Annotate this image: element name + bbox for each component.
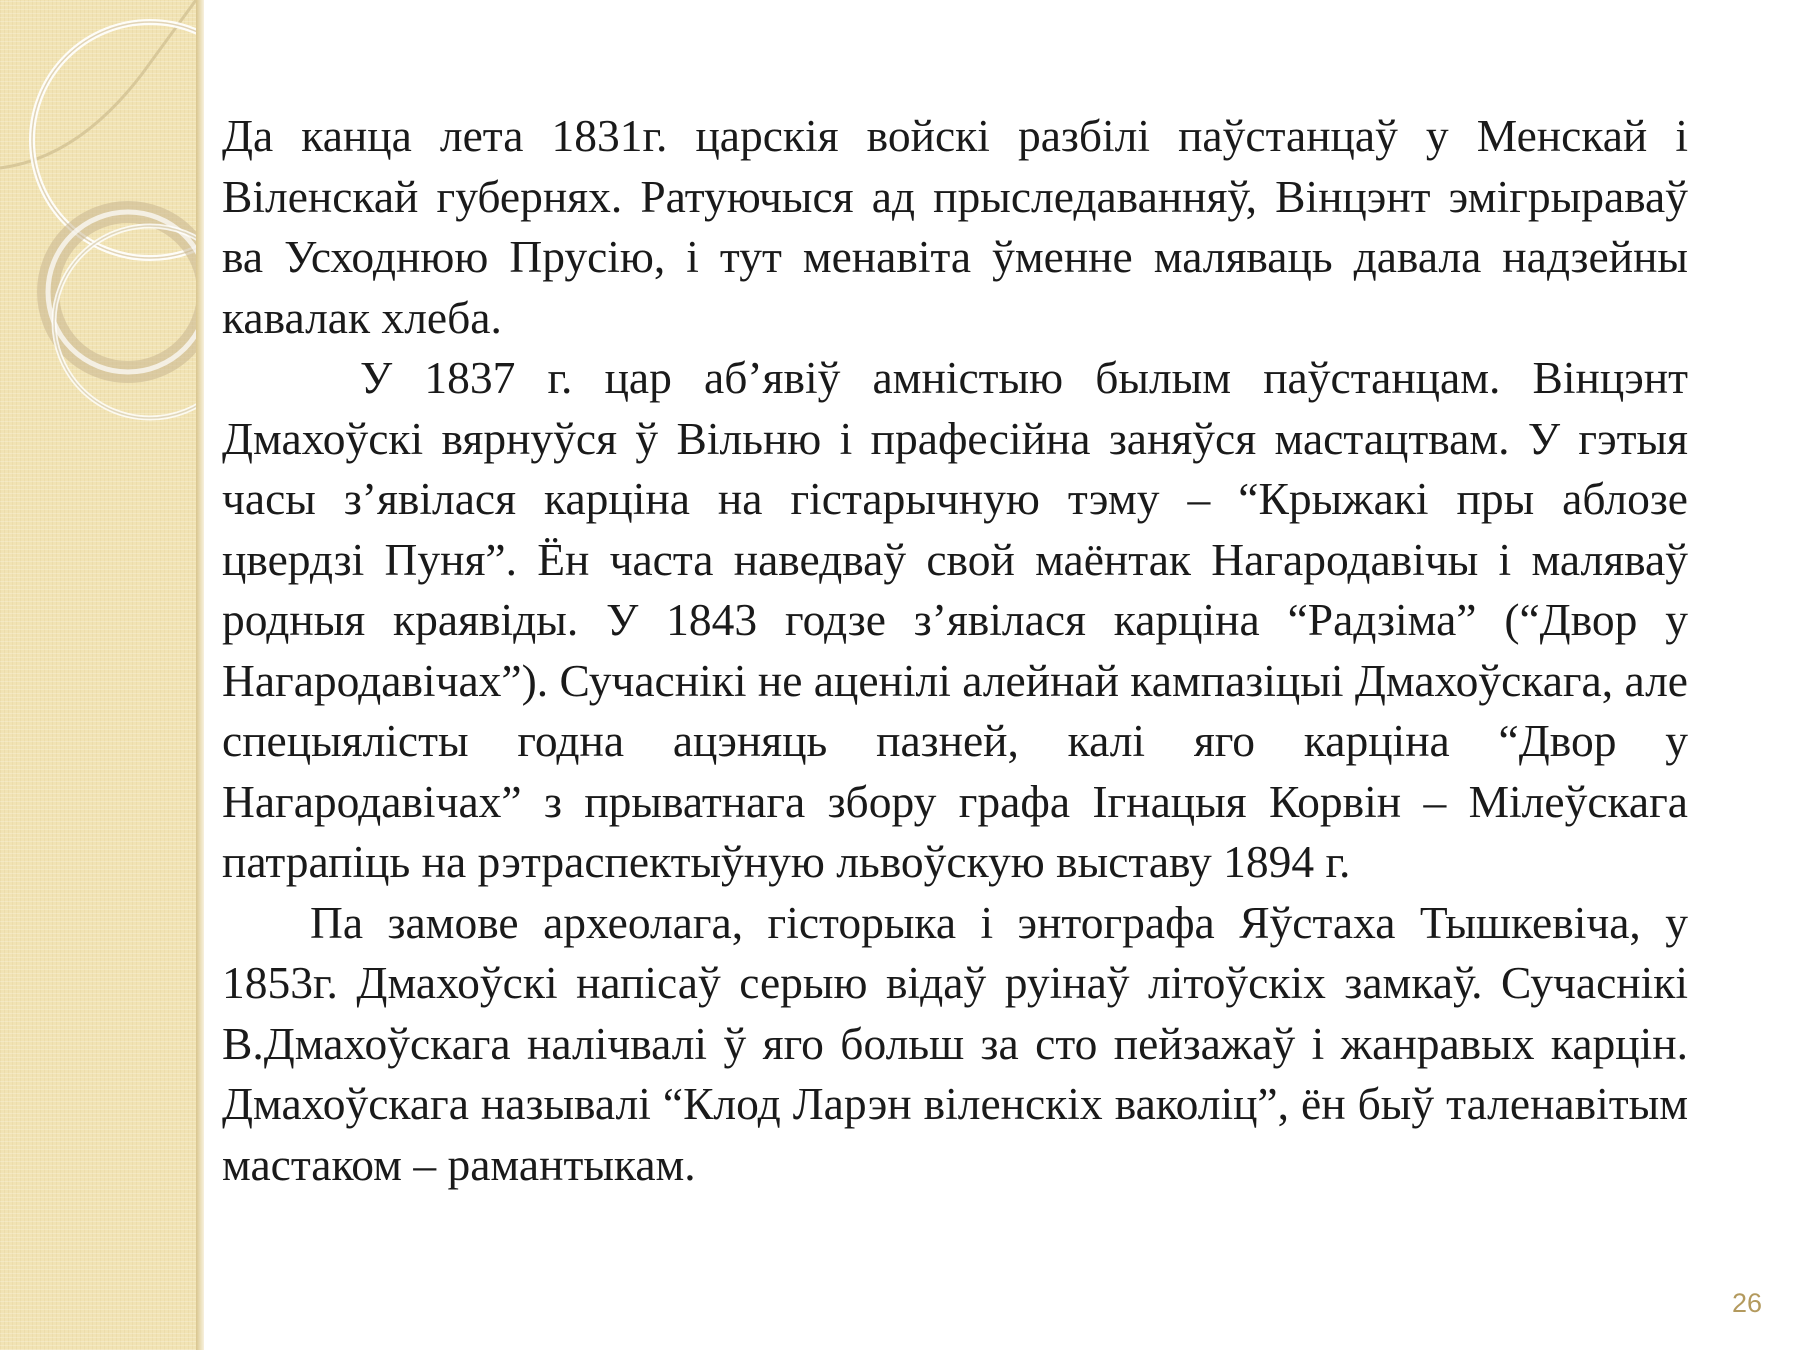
page-number: 26: [1731, 1288, 1762, 1318]
decorative-rings-icon: [0, 0, 200, 1350]
slide-body-text: [222, 106, 1688, 1195]
band-edge-shadow: [196, 0, 204, 1350]
paragraph-3: Па замове археолага, гісторыка і энтографа Яўстаха Тышкевіча, у 1853г. Дмахоўскі напісаў серыю відаў руінаў літоўскіх замкаў. Сучаснікі В.Дмахоўскага налічвалі ў яго больш за сто пейзажаў і жанравых карцін. Дмахоўскага называлі “Клод Ларэн віленскіх ваколіц”, ён быў таленавітым мастаком – рамантыкам.: [222, 896, 1688, 1190]
paragraph-2: У 1837 г. цар аб’явіў амністыю былым паўстанцам. Вінцэнт Дмахоўскі вярнуўся ў Вільню і прафесійна заняўся мастацтвам. У гэтыя часы з’явілася карціна на гістарычную тэму – “Крыжакі пры аблозе цвердзі Пуня”. Ён часта наведваў свой маёнтак Нагародавічы і маляваў родныя краявіды. У 1843 годзе з’явілася карціна “Радзіма” (“Двор у Нагародавічах”). Сучаснікі не аценілі алейнай кампазіцыі Дмахоўскага, але спецыялісты годна ацэняць пазней, калі яго карціна “Двор у Нагародавічах” з прыватнага збору графа Ігнацыя Корвін – Мілеўскага патрапіць на рэтраспектыўную львоўскую выставу 1894 г.: [222, 352, 1688, 887]
decorative-side-band: [0, 0, 200, 1350]
paragraph-1: Да канца лета 1831г. царскія войскі разбілі паўстанцаў у Менскай і Віленскай губернях. Ратуючыся ад прыследаванняў, Вінцэнт эмігрыраваў ва Усходнюю Прусію, і тут менавіта ўменне маляваць давала надзейны кавалак хлеба.: [222, 110, 1688, 343]
